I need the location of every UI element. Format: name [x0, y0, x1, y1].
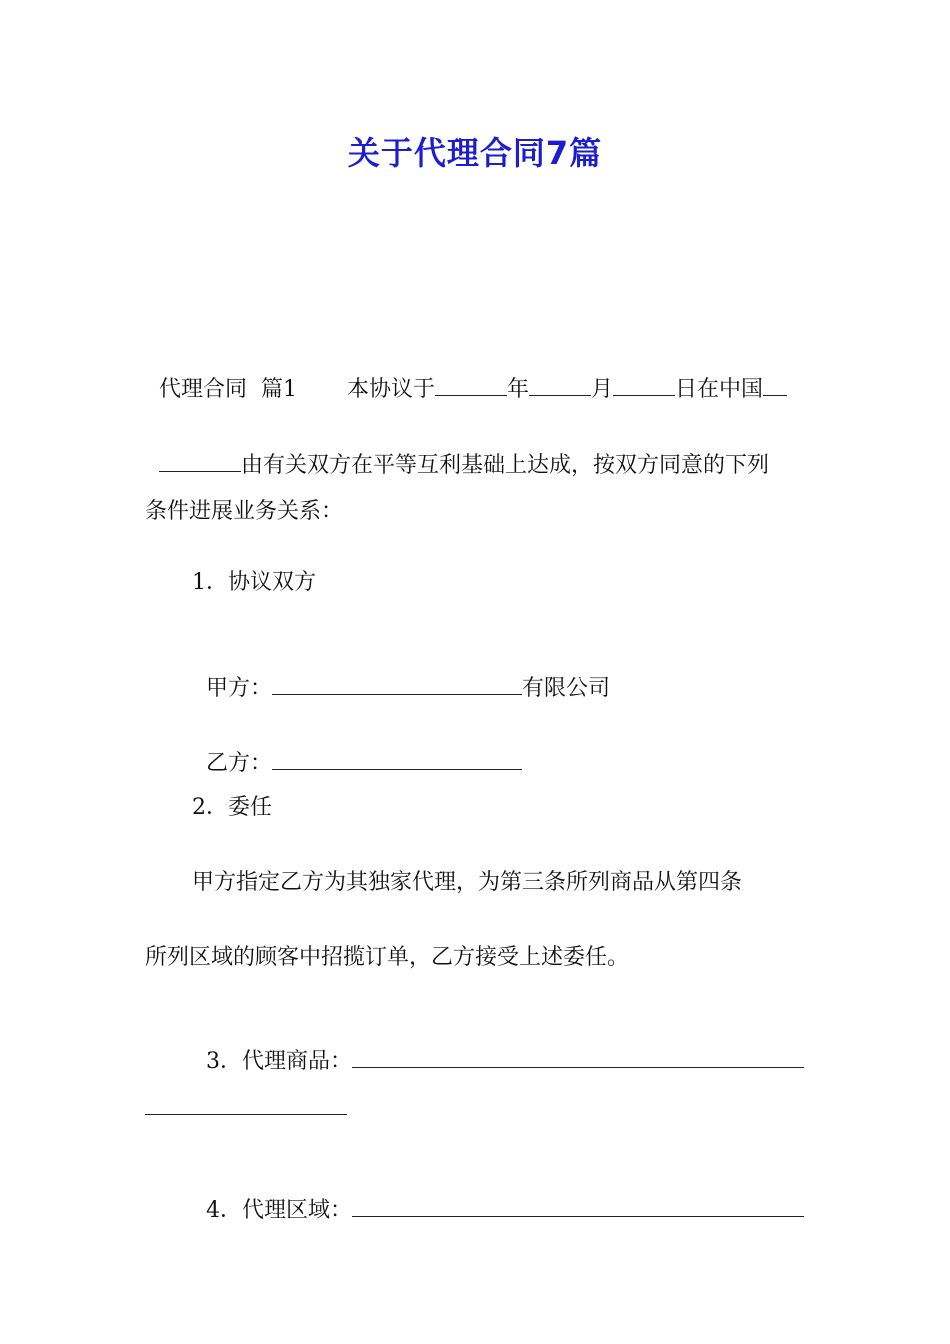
- party-a-line: [192, 644, 610, 704]
- section-4-blank: [352, 1198, 804, 1217]
- text-run: 日在中国: [675, 377, 764, 402]
- section-heading: 代理合同 篇1: [159, 377, 297, 402]
- section-1-heading: 1．协议双方: [192, 570, 316, 595]
- blank-month: [529, 377, 591, 396]
- section-4-label: 4．代理区域：: [206, 1198, 352, 1223]
- party-b-blank: [272, 751, 522, 770]
- party-a-suffix: 有限公司: [522, 676, 611, 701]
- document-title: 关于代理合同7篇: [347, 134, 603, 172]
- text-run: 月: [591, 377, 614, 402]
- section-3-blank: [352, 1049, 804, 1068]
- paragraph-line-3: 条件进展业务关系：: [145, 499, 344, 524]
- blank-place: [763, 377, 787, 396]
- text-run: 年: [507, 377, 530, 402]
- section-2-para-line-1: 甲方指定乙方为其独家代理，为第三条所列商品从第四条: [192, 870, 743, 895]
- section-3-heading: [192, 1017, 804, 1077]
- section-3-blank-cont: [145, 1114, 347, 1115]
- section-3-label: 3．代理商品：: [206, 1049, 352, 1074]
- party-a-blank: [272, 676, 522, 695]
- text-run: 本协议于: [346, 377, 435, 402]
- party-b-line: [192, 719, 522, 779]
- party-b-label: 乙方：: [206, 751, 273, 776]
- paragraph-line-2: [145, 421, 769, 481]
- section-2-para-line-2: 所列区域的顾客中招揽订单，乙方接受上述委任。: [145, 945, 630, 970]
- section-4-heading: [192, 1166, 804, 1226]
- paragraph-line-1: [145, 345, 787, 405]
- text-run: 由有关双方在平等互利基础上达成，按双方同意的下列: [241, 453, 770, 478]
- blank-place-cont: [159, 453, 241, 472]
- blank-year: [435, 377, 507, 396]
- party-a-label: 甲方：: [206, 676, 273, 701]
- blank-day: [613, 377, 675, 396]
- section-2-heading: 2．委任: [192, 795, 272, 820]
